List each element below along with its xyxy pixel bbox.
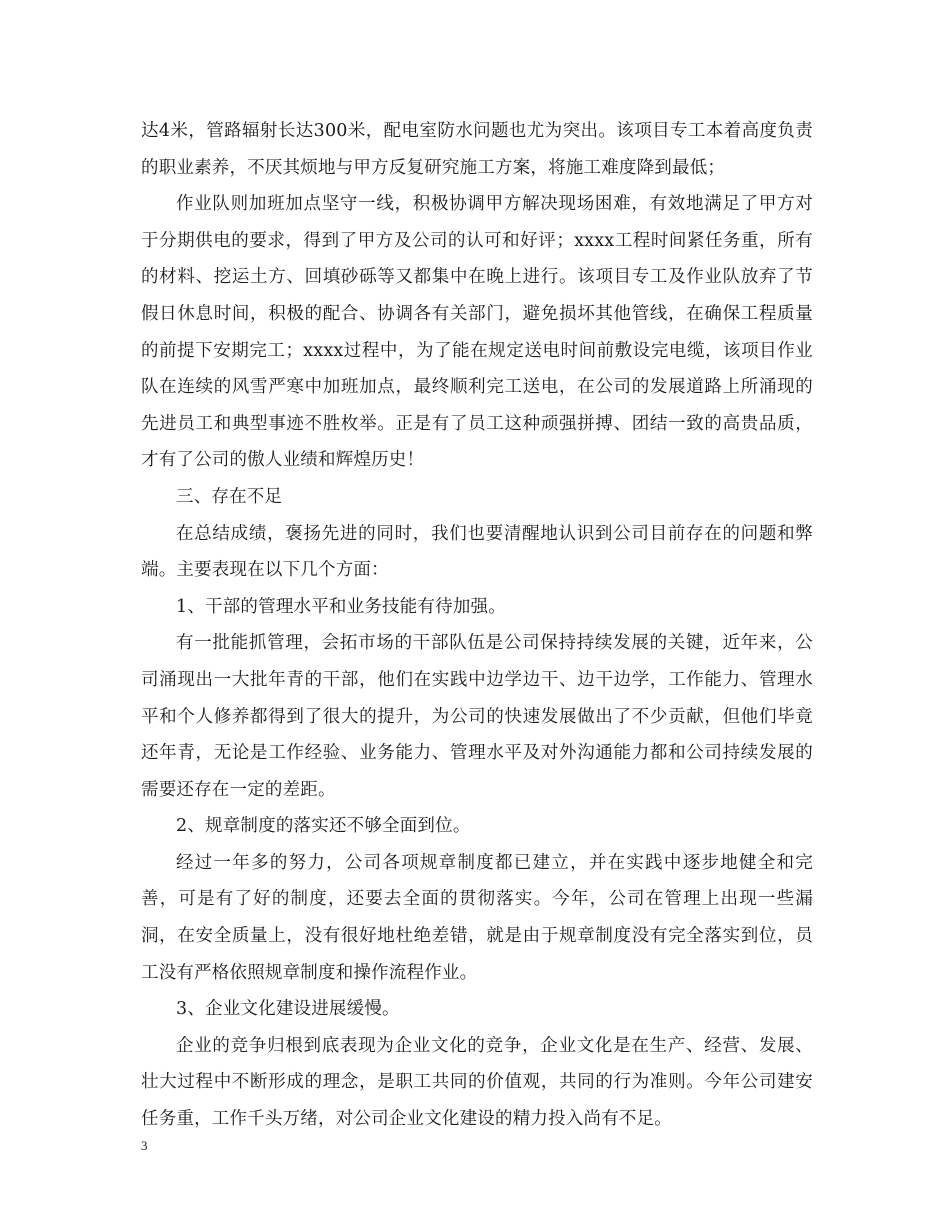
- paragraph-5: 经过一年多的努力，公司各项规章制度都已建立，并在实践中逐步地健全和完善，可是有了好的制度，还要去全面的贯彻落实。今年，公司在管理上出现一些漏洞，在安全质量上，没有很好地杜绝差错，就是由于规章制度没有完全落实到位，员工没有严格依照规章制度和操作流程作业。: [141, 852, 813, 983]
- paragraph-1: 达4米，管路辐射长达300米，配电室防水问题也尤为突出。该项目专工本着高度负责的职业素养，不厌其烦地与甲方反复研究施工方案，将施工难度降到最低；: [141, 121, 813, 178]
- paragraph-4: 有一批能抓管理，会拓市场的干部队伍是公司保持持续发展的关键，近年来，公司涌现出一大批年青的干部，他们在实践中边学边干、边干边学，工作能力、管理水平和个人修养都得到了很大的提升，为公司的快速发展做出了不少贡献，但他们毕竟还年青，无论是工作经验、业务能力、管理水平及对外沟通能力都和公司持续发展的需要还存在一定的差距。: [141, 633, 813, 800]
- document-body: [141, 113, 813, 1138]
- section-heading-shortcomings: 三、存在不足: [176, 486, 283, 507]
- subheading-1: 1、干部的管理水平和业务技能有待加强。: [176, 596, 506, 617]
- paragraph-2: 作业队则加班加点坚守一线，积极协调甲方解决现场困难，有效地满足了甲方对于分期供电的要求，得到了甲方及公司的认可和好评；xxxx工程时间紧任务重，所有的材料、挖运土方、回填砂砾等又都集中在晚上进行。该项目专工及作业队放弃了节假日休息时间，积极的配合、协调各有关部门，避免损坏其他管线，在确保工程质量的前提下安期完工；xxxx过程中，为了能在规定送电时间前敷设完电缆，该项目作业队在连续的风雪严寒中加班加点，最终顺利完工送电，在公司的发展道路上所涌现的先进员工和典型事迹不胜枚举。正是有了员工这种顽强拼搏、团结一致的高贵品质，才有了公司的傲人业绩和辉煌历史！: [141, 194, 813, 471]
- page-number: 3: [141, 1138, 148, 1153]
- paragraph-6: 企业的竞争归根到底表现为企业文化的竞争，企业文化是在生产、经营、发展、壮大过程中不断形成的理念，是职工共同的价值观，共同的行为准则。今年公司建安任务重，工作千头万绪，对公司企业文化建设的精力投入尚有不足。: [141, 1035, 813, 1130]
- paragraph-3: 在总结成绩，褒扬先进的同时，我们也要清醒地认识到公司目前存在的问题和弊端。主要表现在以下几个方面：: [141, 523, 813, 581]
- subheading-2: 2、规章制度的落实还不够全面到位。: [176, 816, 471, 837]
- subheading-3: 3、企业文化建设进展缓慢。: [176, 999, 400, 1020]
